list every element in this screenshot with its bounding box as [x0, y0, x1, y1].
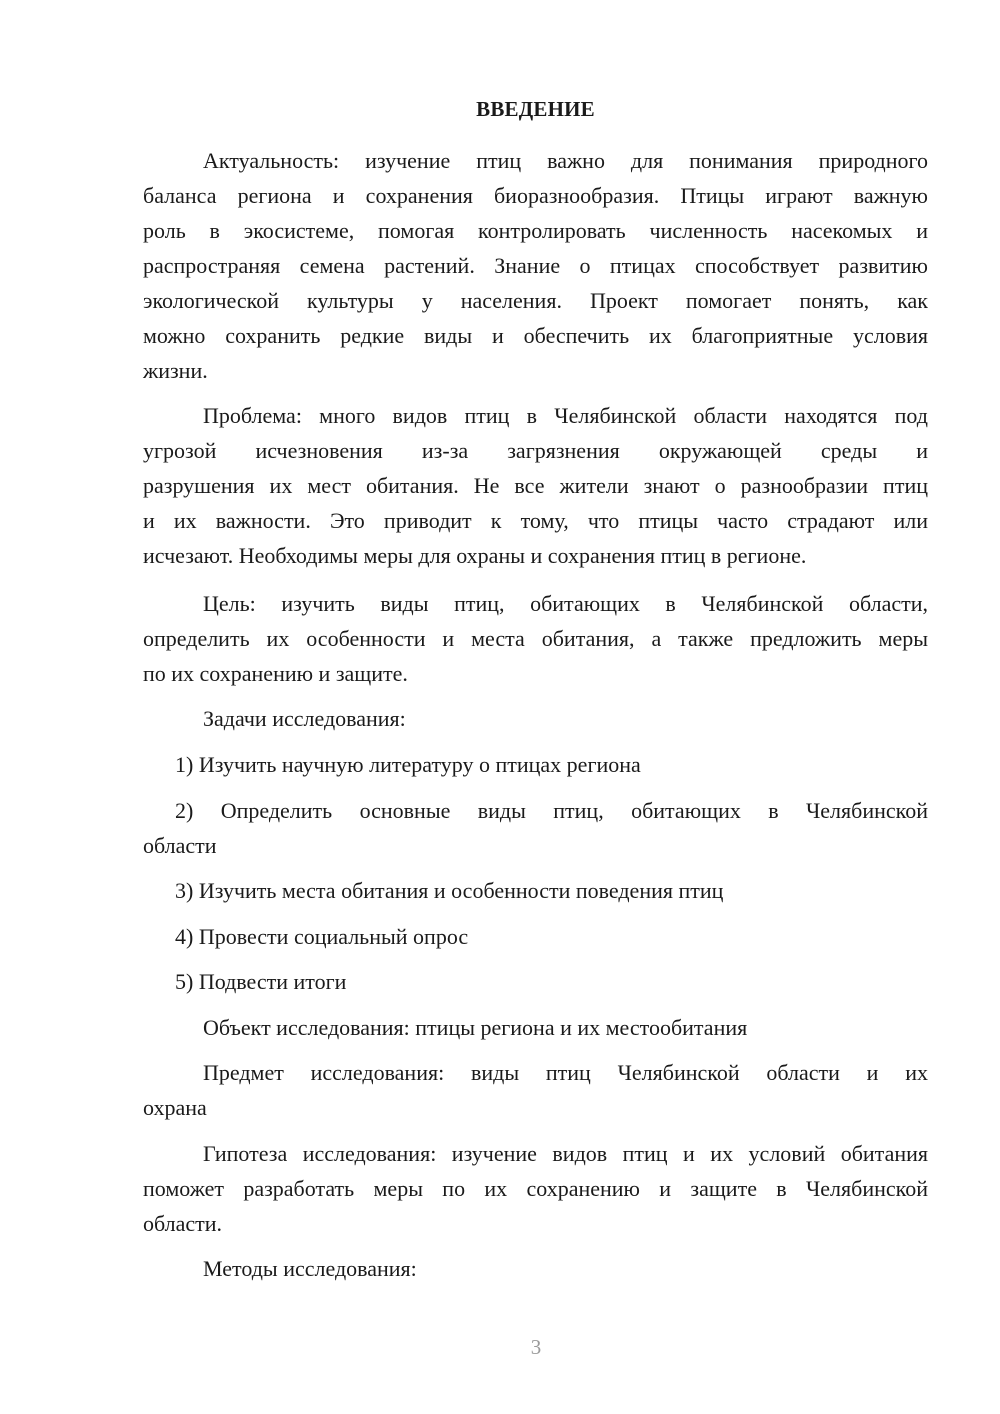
subject-paragraph: [143, 1055, 928, 1125]
text-line: угрозой исчезновения из-за загрязнения окружающей среды и: [143, 438, 928, 463]
task-item-1: [143, 747, 928, 782]
text-line: Гипотеза исследования: изучение видов птиц и их условий обитания: [203, 1141, 928, 1166]
text-line: охрана: [143, 1095, 207, 1120]
text-line: распространяя семена растений. Знание о птицах способствует развитию: [143, 253, 928, 278]
text-line: Проблема: много видов птиц в Челябинской области находятся под: [203, 403, 928, 428]
section-heading: ВВЕДЕНИЕ: [476, 97, 595, 121]
text-line: поможет разработать меры по их сохранению и защите в Челябинской: [143, 1176, 928, 1201]
text-line: 3) Изучить места обитания и особенности поведения птиц: [175, 878, 724, 903]
text-line: можно сохранить редкие виды и обеспечить их благоприятные условия: [143, 323, 928, 348]
text-line: роль в экосистеме, помогая контролировать численность насекомых и: [143, 218, 928, 243]
text-line: Предмет исследования: виды птиц Челябинской области и их: [203, 1060, 928, 1085]
text-line: Объект исследования: птицы региона и их местообитания: [203, 1015, 748, 1040]
text-line: разрушения их мест обитания. Не все жители знают о разнообразии птиц: [143, 473, 928, 498]
page-number: 3: [530, 1335, 542, 1359]
object-paragraph: [143, 1010, 928, 1045]
task-item-5: [143, 964, 928, 999]
text-line: 4) Провести социальный опрос: [175, 924, 469, 949]
goal-paragraph: [143, 586, 928, 691]
text-line: Задачи исследования:: [203, 706, 406, 731]
text-line: области.: [143, 1211, 223, 1236]
text-line: жизни.: [143, 358, 208, 383]
text-line: Методы исследования:: [203, 1256, 417, 1281]
task-item-3: [143, 873, 928, 908]
text-line: исчезают. Необходимы меры для охраны и сохранения птиц в регионе.: [143, 543, 807, 568]
hypothesis-paragraph: [143, 1136, 928, 1241]
text-line: Актуальность: изучение птиц важно для понимания природного: [203, 148, 928, 173]
problem-paragraph: [143, 398, 928, 573]
text-line: 1) Изучить научную литературу о птицах региона: [175, 752, 641, 777]
text-line: 5) Подвести итоги: [175, 969, 347, 994]
text-line: баланса региона и сохранения биоразнообразия. Птицы играют важную: [143, 183, 928, 208]
tasks-heading: [143, 701, 928, 736]
task-item-4: [143, 919, 928, 954]
text-line: области: [143, 833, 217, 858]
methods-heading: [143, 1251, 928, 1286]
text-line: Цель: изучить виды птиц, обитающих в Челябинской области,: [203, 591, 928, 616]
text-line: 2) Определить основные виды птиц, обитающих в Челябинской: [175, 798, 928, 823]
text-line: и их важности. Это приводит к тому, что птицы часто страдают или: [143, 508, 928, 533]
relevance-paragraph: [143, 143, 928, 388]
text-line: экологической культуры у населения. Проект помогает понять, как: [143, 288, 928, 313]
task-item-2: [143, 793, 928, 863]
text-line: по их сохранению и защите.: [143, 661, 408, 686]
text-line: определить их особенности и места обитания, а также предложить меры: [143, 626, 928, 651]
